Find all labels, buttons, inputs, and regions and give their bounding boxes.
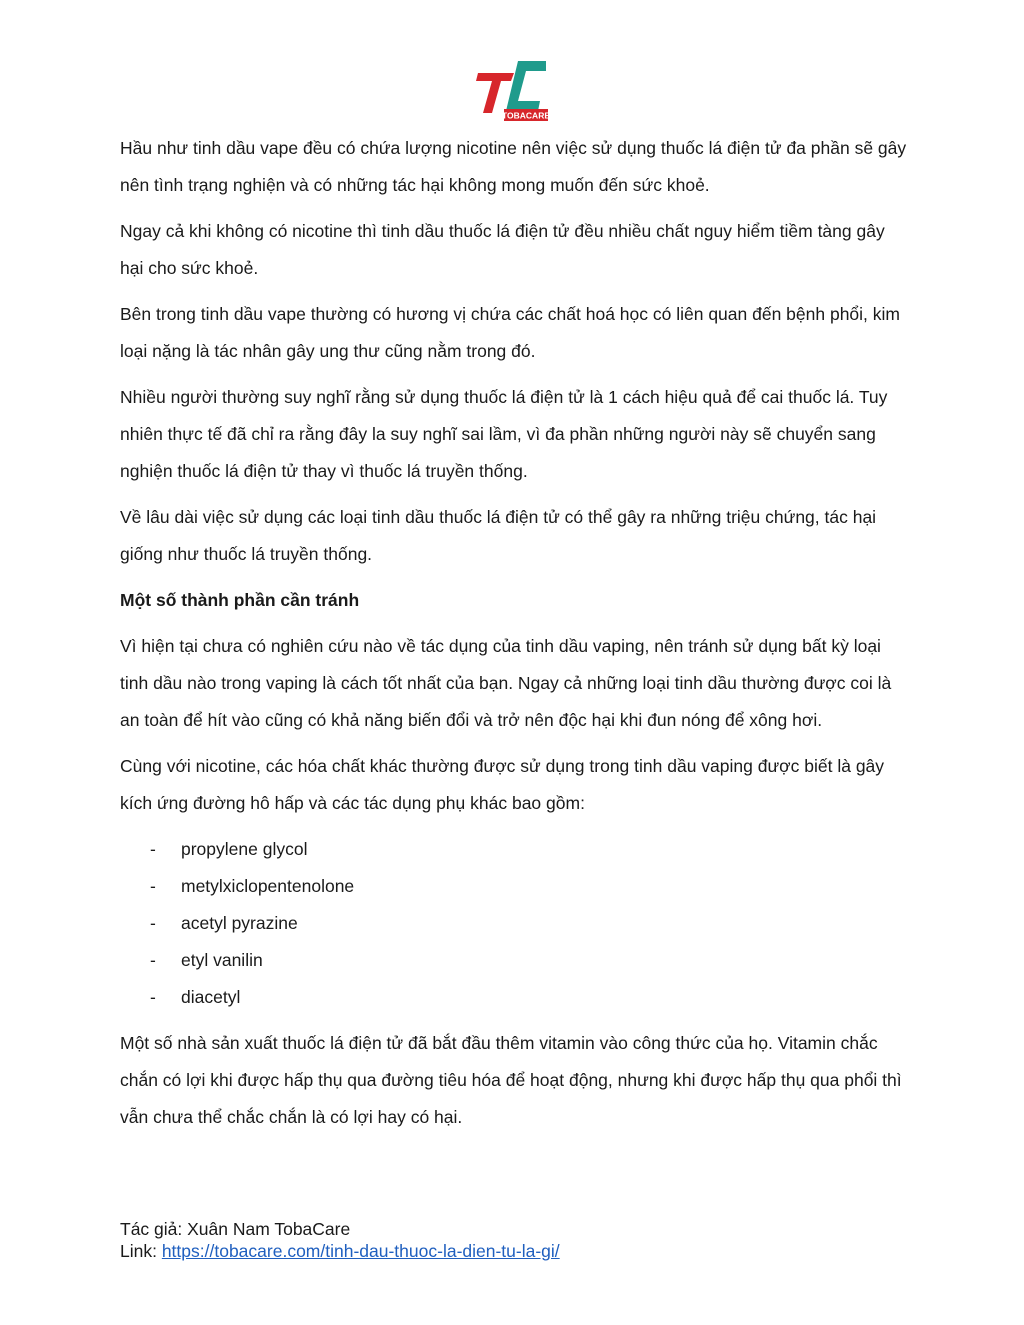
logo-text: TOBACARE [501, 110, 550, 121]
link-label: Link: [120, 1241, 162, 1261]
source-link[interactable]: https://tobacare.com/tinh-dau-thuoc-la-dien-tu-la-gi/ [161, 1241, 560, 1261]
ingredient-list [120, 831, 910, 1016]
list-item-text: metylxiclopentenolone [181, 876, 355, 896]
paragraph: Cùng với nicotine, các hóa chất khác thường được sử dụng trong tinh dầu vaping được biết là gây kích ứng đường hô hấp và các tác dụng phụ khác bao gồm: [120, 756, 885, 813]
list-item-text: etyl vanilin [181, 950, 263, 970]
author-line: Tác giả: Xuân Nam TobaCare [120, 1219, 351, 1239]
tobacare-logo-icon [474, 57, 550, 123]
list-marker: - [150, 987, 156, 1007]
footer [120, 1218, 560, 1262]
tobacare-logo [474, 57, 550, 123]
list-marker: - [150, 876, 156, 896]
list-item [120, 942, 910, 979]
article-body [120, 130, 910, 1145]
paragraph: Một số nhà sản xuất thuốc lá điện tử đã bắt đầu thêm vitamin vào công thức của họ. Vitamin chắc chắn có lợi khi được hấp thụ qua đường tiêu hóa để hoạt động, nhưng khi được hấp thụ qua phổi thì vẫn chưa thể chắc chắn là có lợi hay có hại. [120, 1033, 902, 1127]
list-marker: - [150, 913, 156, 933]
list-item [120, 979, 910, 1016]
list-item [120, 831, 910, 868]
link-line [120, 1240, 560, 1262]
list-marker: - [150, 839, 156, 859]
paragraph: Vì hiện tại chưa có nghiên cứu nào về tác dụng của tinh dầu vaping, nên tránh sử dụng bất kỳ loại tinh dầu nào trong vaping là cách tốt nhất của bạn. Ngay cả những loại tinh dầu thường được coi là an toàn để hít vào cũng có khả năng biến đổi và trở nên độc hại khi đun nóng để xông hơi. [120, 636, 892, 730]
list-item-text: diacetyl [181, 987, 241, 1007]
list-item [120, 905, 910, 942]
list-marker: - [150, 950, 156, 970]
paragraph: Nhiều người thường suy nghĩ rằng sử dụng thuốc lá điện tử là 1 cách hiệu quả để cai thuốc lá. Tuy nhiên thực tế đã chỉ ra rằng đây la suy nghĩ sai lầm, vì đa phần những người này sẽ chuyển sang nghiện thuốc lá điện tử thay vì thuốc lá truyền thống. [120, 387, 888, 481]
section-heading: Một số thành phần cần tránh [120, 590, 360, 610]
list-item-text: acetyl pyrazine [181, 913, 298, 933]
list-item [120, 868, 910, 905]
paragraph: Về lâu dài việc sử dụng các loại tinh dầu thuốc lá điện tử có thể gây ra những triệu chứng, tác hại giống như thuốc lá truyền thống. [120, 507, 877, 564]
paragraph: Ngay cả khi không có nicotine thì tinh dầu thuốc lá điện tử đều nhiều chất nguy hiểm tiềm tàng gây hại cho sức khoẻ. [120, 221, 885, 278]
paragraph: Bên trong tinh dầu vape thường có hương vị chứa các chất hoá học có liên quan đến bệnh phổi, kim loại nặng là tác nhân gây ung thư cũng nằm trong đó. [120, 304, 900, 361]
list-item-text: propylene glycol [181, 839, 308, 859]
paragraph: Hầu như tinh dầu vape đều có chứa lượng nicotine nên việc sử dụng thuốc lá điện tử đa phần sẽ gây nên tình trạng nghiện và có những tác hại không mong muốn đến sức khoẻ. [120, 138, 907, 195]
